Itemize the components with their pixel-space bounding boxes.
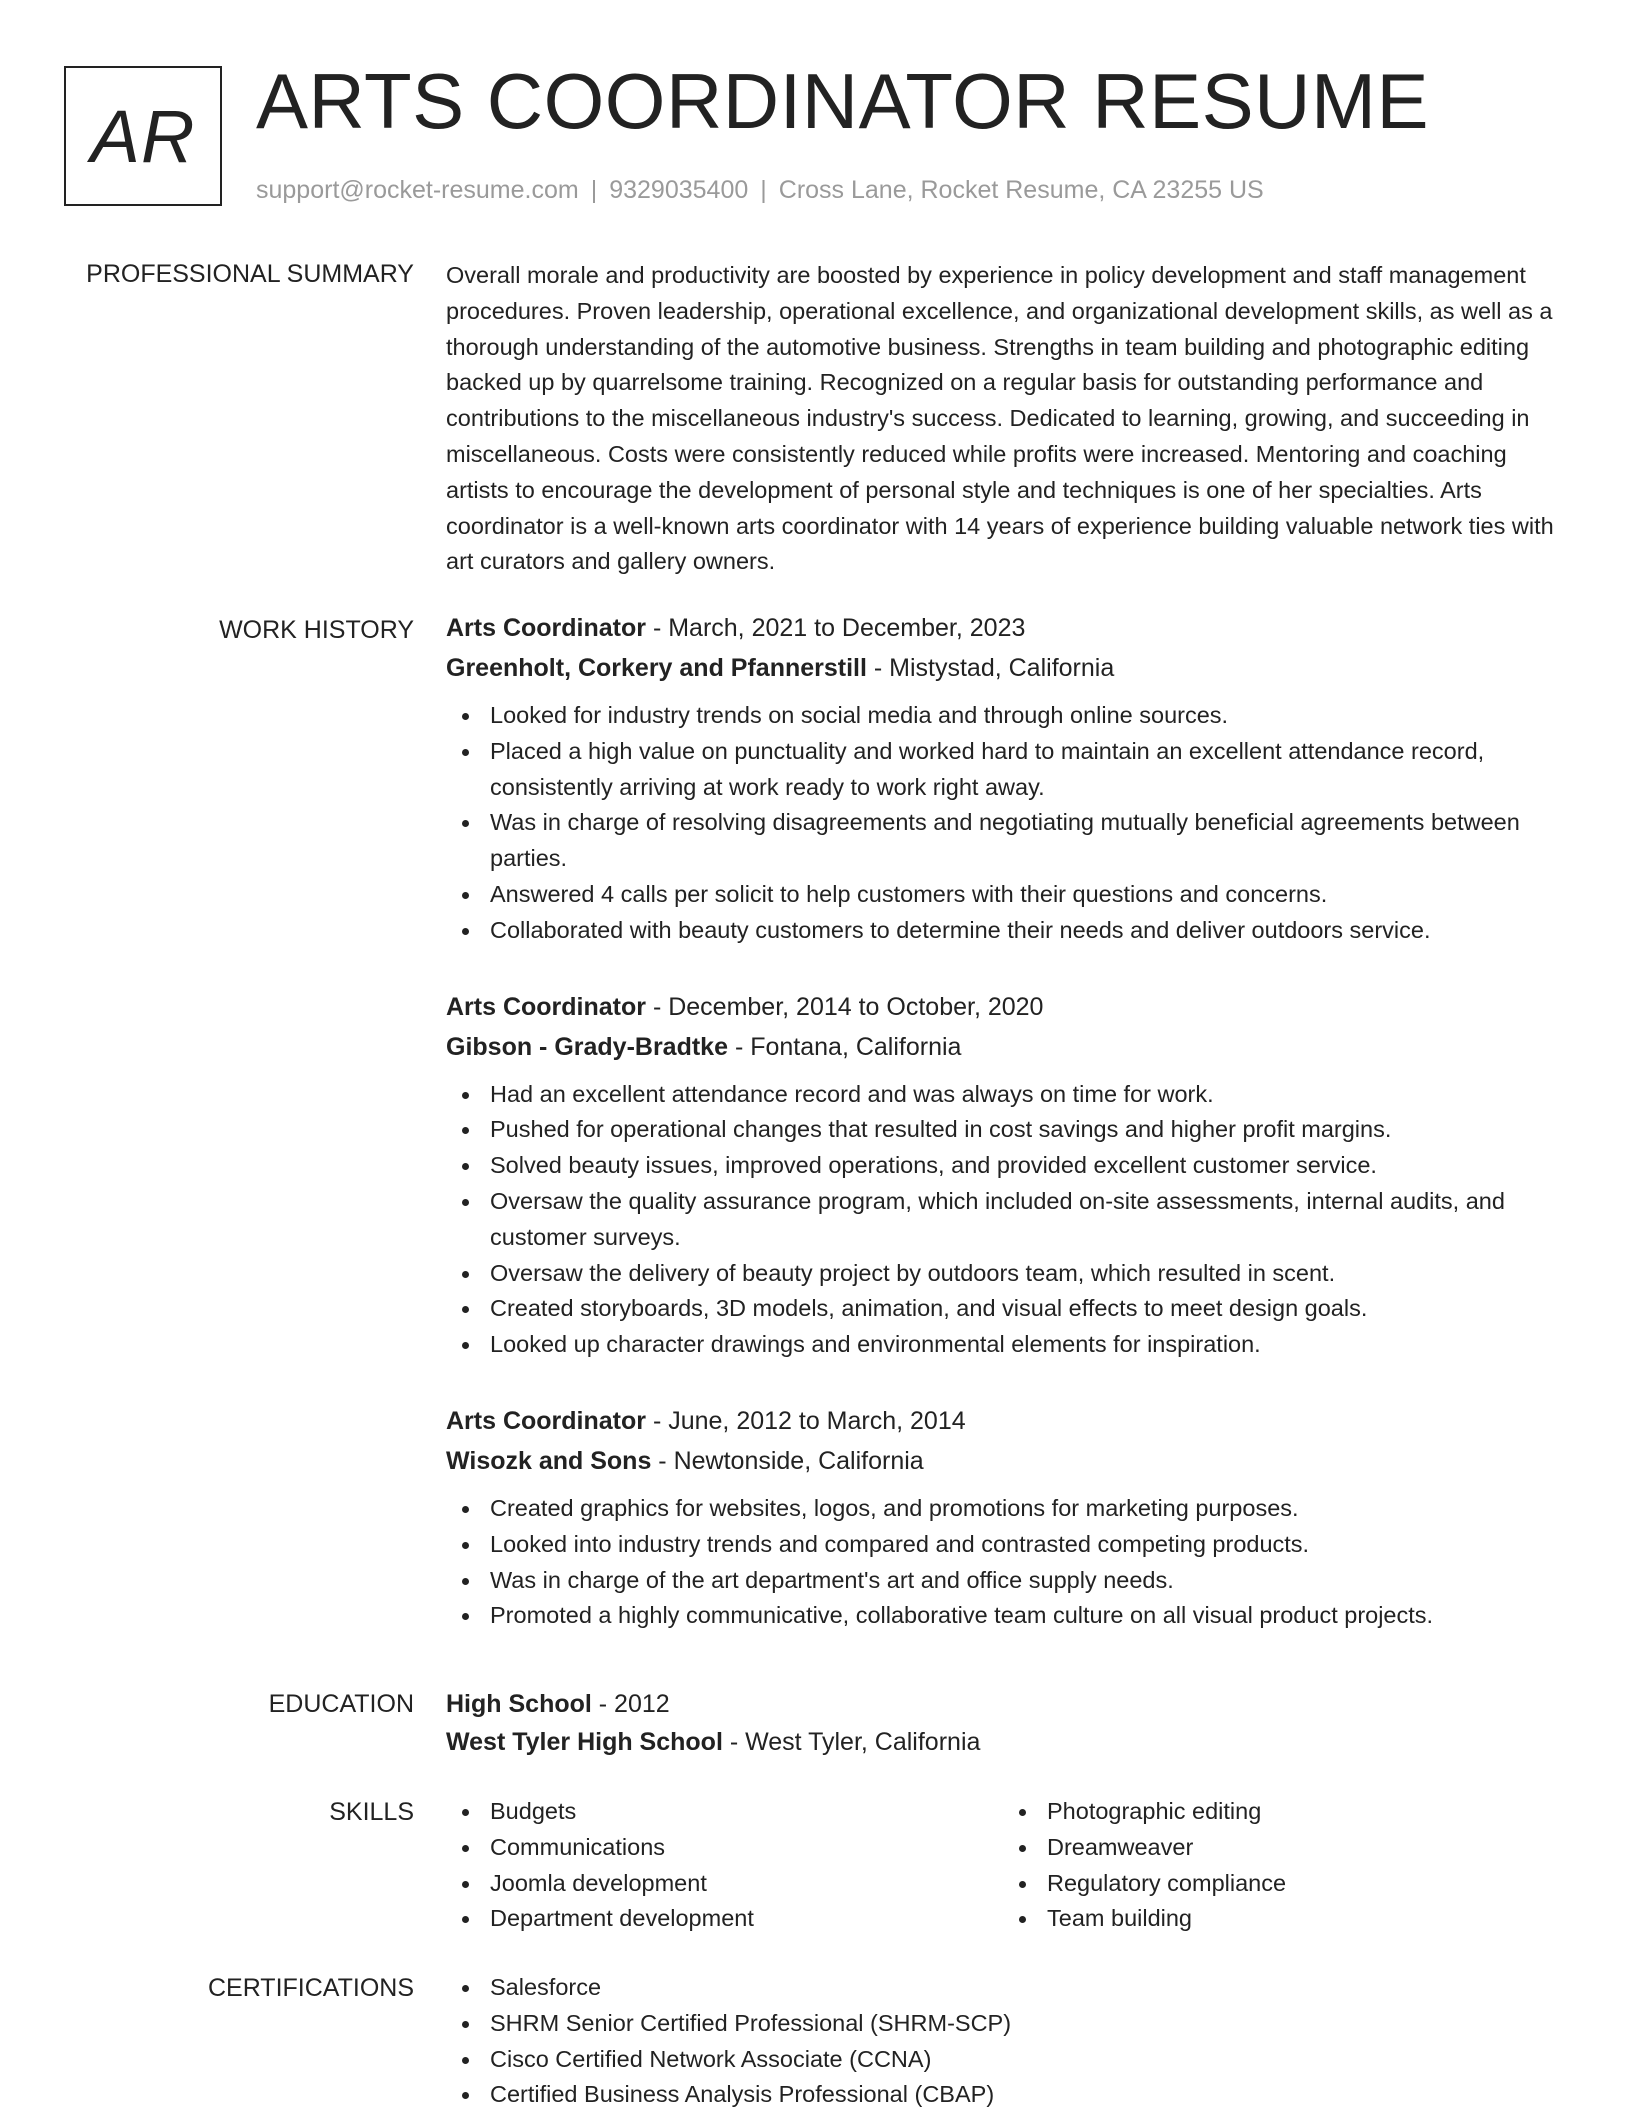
degree: High School	[446, 1690, 592, 1718]
certifications-list	[446, 1970, 1560, 2113]
job-entry	[446, 608, 1560, 949]
job-entry	[446, 987, 1560, 1363]
skill-item: Joomla development	[490, 1866, 1003, 1902]
job-bullet: Created storyboards, 3D models, animation, and visual effects to meet design goals.	[490, 1291, 1560, 1327]
job-bullet: Was in charge of resolving disagreements and negotiating mutually beneficial agreements between parties.	[490, 805, 1560, 877]
section-label-work-history: WORK HISTORY	[219, 616, 414, 644]
company-line	[446, 1027, 1560, 1067]
school-name: West Tyler High School	[446, 1728, 723, 1756]
skills-body	[446, 1794, 1560, 1937]
certification-item: Salesforce	[490, 1970, 1560, 2006]
company-location: - Newtonside, California	[651, 1446, 924, 1475]
skills-list-right	[1003, 1794, 1560, 1937]
contact-phone[interactable]: 9329035400	[609, 176, 749, 204]
company-line	[446, 648, 1560, 688]
section-label-certifications: CERTIFICATIONS	[207, 1974, 414, 2002]
job-bullet: Pushed for operational changes that resulted in cost savings and higher profit margins.	[490, 1112, 1560, 1148]
skill-item: Budgets	[490, 1794, 1003, 1830]
job-bullet: Promoted a highly communicative, collaborative team culture on all visual product projects.	[490, 1598, 1560, 1634]
degree-line	[446, 1684, 1560, 1724]
company-line	[446, 1441, 1560, 1481]
company-location: - Mistystad, California	[866, 654, 1115, 682]
work-history-body	[446, 608, 1560, 1672]
contact-separator: |	[590, 176, 598, 204]
company-location: - Fontana, California	[728, 1032, 962, 1061]
certification-item: SHRM Senior Certified Professional (SHRM-SCP)	[490, 2006, 1560, 2042]
job-bullet: Oversaw the quality assurance program, which included on-site assessments, internal audits, and customer surveys.	[490, 1184, 1560, 1256]
skill-item: Department development	[490, 1901, 1003, 1937]
graduation-year: - 2012	[591, 1690, 670, 1718]
job-bullet: Answered 4 calls per solicit to help customers with their questions and concerns.	[490, 877, 1560, 913]
skill-item: Communications	[490, 1830, 1003, 1866]
skills-list-left	[446, 1794, 1003, 1937]
job-bullet: Looked up character drawings and environmental elements for inspiration.	[490, 1327, 1560, 1363]
company-name: Gibson - Grady-Bradtke	[446, 1032, 728, 1061]
job-bullet: Oversaw the delivery of beauty project by outdoors team, which resulted in scent.	[490, 1256, 1560, 1292]
monogram-badge	[64, 66, 222, 206]
company-name: Wisozk and Sons	[446, 1446, 652, 1475]
contact-line	[256, 172, 1264, 208]
section-label-summary: PROFESSIONAL SUMMARY	[86, 260, 414, 288]
skill-item: Team building	[1047, 1901, 1560, 1937]
job-bullet: Had an excellent attendance record and was always on time for work.	[490, 1077, 1560, 1113]
skill-item: Photographic editing	[1047, 1794, 1560, 1830]
job-bullet: Collaborated with beauty customers to determine their needs and deliver outdoors service.	[490, 913, 1560, 949]
job-title-line	[446, 608, 1560, 648]
job-bullets	[446, 1077, 1560, 1363]
job-title: Arts Coordinator	[446, 614, 646, 642]
monogram-text: AR	[90, 94, 196, 178]
job-bullet: Created graphics for websites, logos, and promotions for marketing purposes.	[490, 1491, 1560, 1527]
contact-address: Cross Lane, Rocket Resume, CA 23255 US	[778, 176, 1264, 204]
job-bullet: Placed a high value on punctuality and worked hard to maintain an excellent attendance record, consistently arriving at work ready to work right away.	[490, 734, 1560, 806]
contact-email[interactable]: support@rocket-resume.com	[256, 176, 579, 204]
job-dates: - December, 2014 to October, 2020	[646, 992, 1044, 1021]
skills-grid	[446, 1794, 1560, 1937]
job-bullet: Looked for industry trends on social media and through online sources.	[490, 698, 1560, 734]
job-bullets	[446, 698, 1560, 949]
section-label-education: EDUCATION	[268, 1690, 414, 1718]
school-line	[446, 1722, 1560, 1762]
summary-body	[446, 258, 1560, 580]
certification-item: Cisco Certified Network Associate (CCNA)	[490, 2042, 1560, 2078]
skill-item: Dreamweaver	[1047, 1830, 1560, 1866]
company-name: Greenholt, Corkery and Pfannerstill	[446, 654, 867, 682]
school-location: - West Tyler, California	[722, 1728, 981, 1756]
resume-title: ARTS COORDINATOR RESUME	[256, 57, 1429, 145]
job-title-line	[446, 1401, 1560, 1441]
skill-item: Regulatory compliance	[1047, 1866, 1560, 1902]
contact-separator: |	[760, 176, 767, 204]
certifications-body	[446, 1970, 1560, 2113]
job-entry	[446, 1401, 1560, 1634]
job-bullet: Solved beauty issues, improved operations, and provided excellent customer service.	[490, 1148, 1560, 1184]
job-dates: - March, 2021 to December, 2023	[646, 614, 1026, 642]
job-title: Arts Coordinator	[446, 992, 646, 1021]
job-bullet: Was in charge of the art department's art and office supply needs.	[490, 1563, 1560, 1599]
job-title-line	[446, 987, 1560, 1027]
job-title: Arts Coordinator	[446, 1406, 646, 1435]
job-bullets	[446, 1491, 1560, 1634]
certification-item: Certified Business Analysis Professional (CBAP)	[490, 2077, 1560, 2113]
job-dates: - June, 2012 to March, 2014	[646, 1406, 966, 1435]
summary-text: Overall morale and productivity are boosted by experience in policy development and staff management procedures. Proven leadership, operational excellence, and organizational development skills, as well as a thorough understanding of the automotive business. Strengths in team building and photographic editing backed up by quarrelsome training. Recognized on a regular basis for outstanding performance and contributions to the miscellaneous industry's success. Dedicated to learning, growing, and succeeding in miscellaneous. Costs were consistently reduced while profits were increased. Mentoring and coaching artists to encourage the development of personal style and techniques is one of her specialties. Arts coordinator is a well-known arts coordinator with 14 years of experience building valuable network ties with art curators and gallery owners.	[446, 262, 1554, 575]
education-body	[446, 1684, 1560, 1762]
section-label-skills: SKILLS	[329, 1798, 414, 1826]
job-bullet: Looked into industry trends and compared and contrasted competing products.	[490, 1527, 1560, 1563]
